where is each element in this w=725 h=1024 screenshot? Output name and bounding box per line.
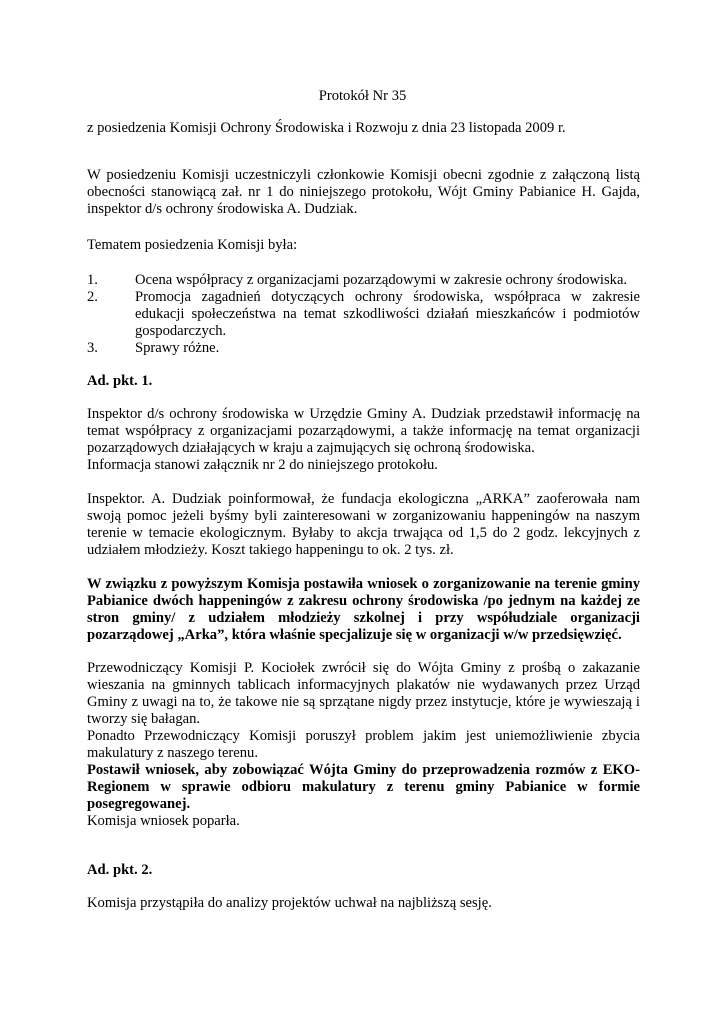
ad2-paragraph: Komisja przystąpiła do analizy projektów uchwał na najbliższą sesję. bbox=[87, 895, 492, 911]
section-heading-ad2: Ad. pkt. 2. bbox=[87, 862, 153, 878]
section-heading-ad1: Ad. pkt. 1. bbox=[87, 373, 153, 389]
agenda-item bbox=[87, 289, 640, 340]
attendance-paragraph: W posiedzeniu Komisji uczestniczyli członkowie Komisji obecni zgodnie z załączoną listą obecności stanowiącą zał. nr 1 do niniejszego protokołu, Wójt Gminy Pabianice H. Gajda, inspektor d/s ochrony środowiska A. Dudziak. bbox=[87, 167, 640, 217]
agenda-list bbox=[87, 272, 640, 357]
agenda-item-number: 3. bbox=[87, 340, 98, 356]
protocol-subtitle: z posiedzenia Komisji Ochrony Środowiska i Rozwoju z dnia 23 listopada 2009 r. bbox=[87, 120, 566, 136]
agenda-item-text: Sprawy różne. bbox=[135, 340, 220, 356]
protocol-title: Protokół Nr 35 bbox=[318, 88, 407, 104]
agenda-item-text: Promocja zagadnień dotyczących ochrony środowiska, współpraca w zakresie edukacji społeczeństwa na temat szkodliwości działań mieszkańców i podmiotów gospodarczych. bbox=[135, 289, 640, 339]
ad1-support-note: Komisja wniosek poparła. bbox=[87, 813, 240, 829]
ad1-paragraph-posters: Przewodniczący Komisji P. Kociołek zwrócił się do Wójta Gminy z prośbą o zakazanie wieszania na gminnych tablicach informacyjnych plakatów nie wydawanych przez Urząd Gminy z uwagi na to, że takowe nie są sprzątane nigdy przez instytucje, które je wywieszają i tworzy się bałagan. bbox=[87, 660, 640, 727]
agenda-item-number: 1. bbox=[87, 272, 98, 288]
ad1-motion-happenings: W związku z powyższym Komisja postawiła wniosek o zorganizowanie na terenie gminy Pabianice dwóch happeningów z zakresu ochrony środowiska /po jednym na każdej ze stron gminy/ z udziałem młodzieży szkolnej i przy współudziale organizacji pozarządowej „Arka”, która właśnie specjalizuje się w organizacji w/w przedsięwzięć. bbox=[87, 576, 640, 643]
ad1-motion-eko-region: Postawił wniosek, aby zobowiązać Wójta Gminy do przeprowadzenia rozmów z EKO-Regionem w sprawie odbioru makulatury z terenu gminy Pabianice w formie posegregowanej. bbox=[87, 762, 640, 812]
agenda-item bbox=[87, 340, 640, 357]
agenda-item-number: 2. bbox=[87, 289, 98, 305]
agenda-intro: Tematem posiedzenia Komisji była: bbox=[87, 237, 298, 253]
ad1-paragraph-info: Inspektor d/s ochrony środowiska w Urzędzie Gminy A. Dudziak przedstawił informację na temat współpracy z organizacjami pozarządowymi, a także informację na temat organizacji pozarządowych działających w kraju a zajmujących się ochroną środowiska. bbox=[87, 406, 640, 456]
ad1-paragraph-waste-paper: Ponadto Przewodniczący Komisji poruszył problem jakim jest uniemożliwienie zbycia makulatury z naszego terenu. bbox=[87, 728, 640, 761]
agenda-item-text: Ocena współpracy z organizacjami pozarządowymi w zakresie ochrony środowiska. bbox=[135, 272, 628, 288]
agenda-item bbox=[87, 272, 640, 289]
ad1-paragraph-arka: Inspektor. A. Dudziak poinformował, że fundacja ekologiczna „ARKA” zaoferowała nam swoją pomoc jeżeli byśmy byli zainteresowani w zorganizowaniu happeningów na naszym terenie w temacie ekologicznym. Byłaby to akcja trwająca od 1,5 do 2 godz. lekcyjnych z udziałem młodzieży. Koszt takiego happeningu to ok. 2 tys. zł. bbox=[87, 491, 640, 558]
ad1-attachment-note: Informacja stanowi załącznik nr 2 do niniejszego protokołu. bbox=[87, 457, 438, 473]
